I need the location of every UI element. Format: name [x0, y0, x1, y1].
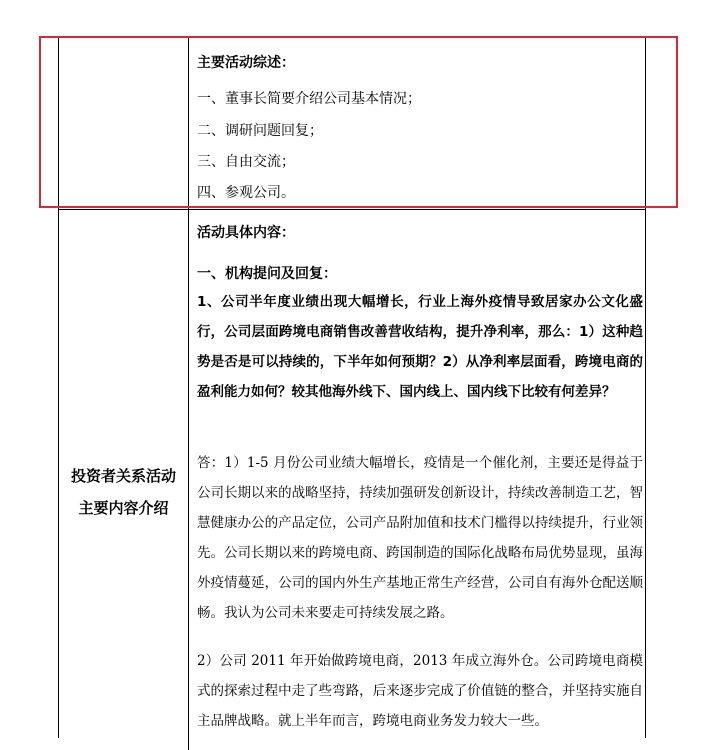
summary-item-3: 三、自由交流；: [197, 154, 295, 170]
question-1: 1、公司半年度业绩出现大幅增长，行业上海外疫情导致居家办公文化盛行，公司层面跨境电商销售改善营收结构，提升净利率，那么：1）这种趋势是否是可以持续的，下半年如何预期？2）从净利率层面看，跨境电商的盈利能力如何？较其他海外线下、国内线上、国内线下比较有何差异？: [197, 294, 643, 400]
row-label: [59, 460, 188, 524]
details-label-cell: [59, 210, 189, 750]
details-section-title: 一、机构提问及回复：: [197, 266, 337, 282]
answer-2: 2）公司 2011 年开始做跨境电商，2013 年成立海外仓。公司跨境电商模式的探索过程中走了些弯路，后来逐步完成了价值链的整合，并坚持实施自主品牌战略。就上半年而言，跨境电商业务发力较大一些。: [197, 653, 643, 729]
summary-heading: 主要活动综述：: [197, 55, 295, 71]
summary-item-2: 二、调研问题回复；: [197, 123, 323, 139]
answer-1: 答：1）1-5 月份公司业绩大幅增长，疫情是一个催化剂，主要还是得益于公司长期以来的战略坚持，持续加强研发创新设计，持续改善制造工艺，智慧健康办公的产品定位，公司产品附加值和技术门槛得以持续提升，行业领先。公司长期以来的跨境电商、跨国制造的国际化战略布局优势显现，虽海外疫情蔓延，公司的国内外生产基地正常生产经营，公司自有海外仓配送顺畅。我认为公司未来要走可持续发展之路。: [197, 455, 643, 621]
details-content-cell: [189, 210, 645, 750]
details-heading: 活动具体内容：: [197, 225, 295, 241]
highlight-box: [39, 36, 678, 208]
summary-item-4: 四、参观公司。: [197, 185, 295, 201]
row-label-line1: 投资者关系活动: [70, 467, 176, 485]
summary-item-1: 一、董事长简要介绍公司基本情况；: [197, 91, 421, 107]
row-label-line2: 主要内容介绍: [78, 499, 169, 517]
details-row: [59, 210, 645, 750]
